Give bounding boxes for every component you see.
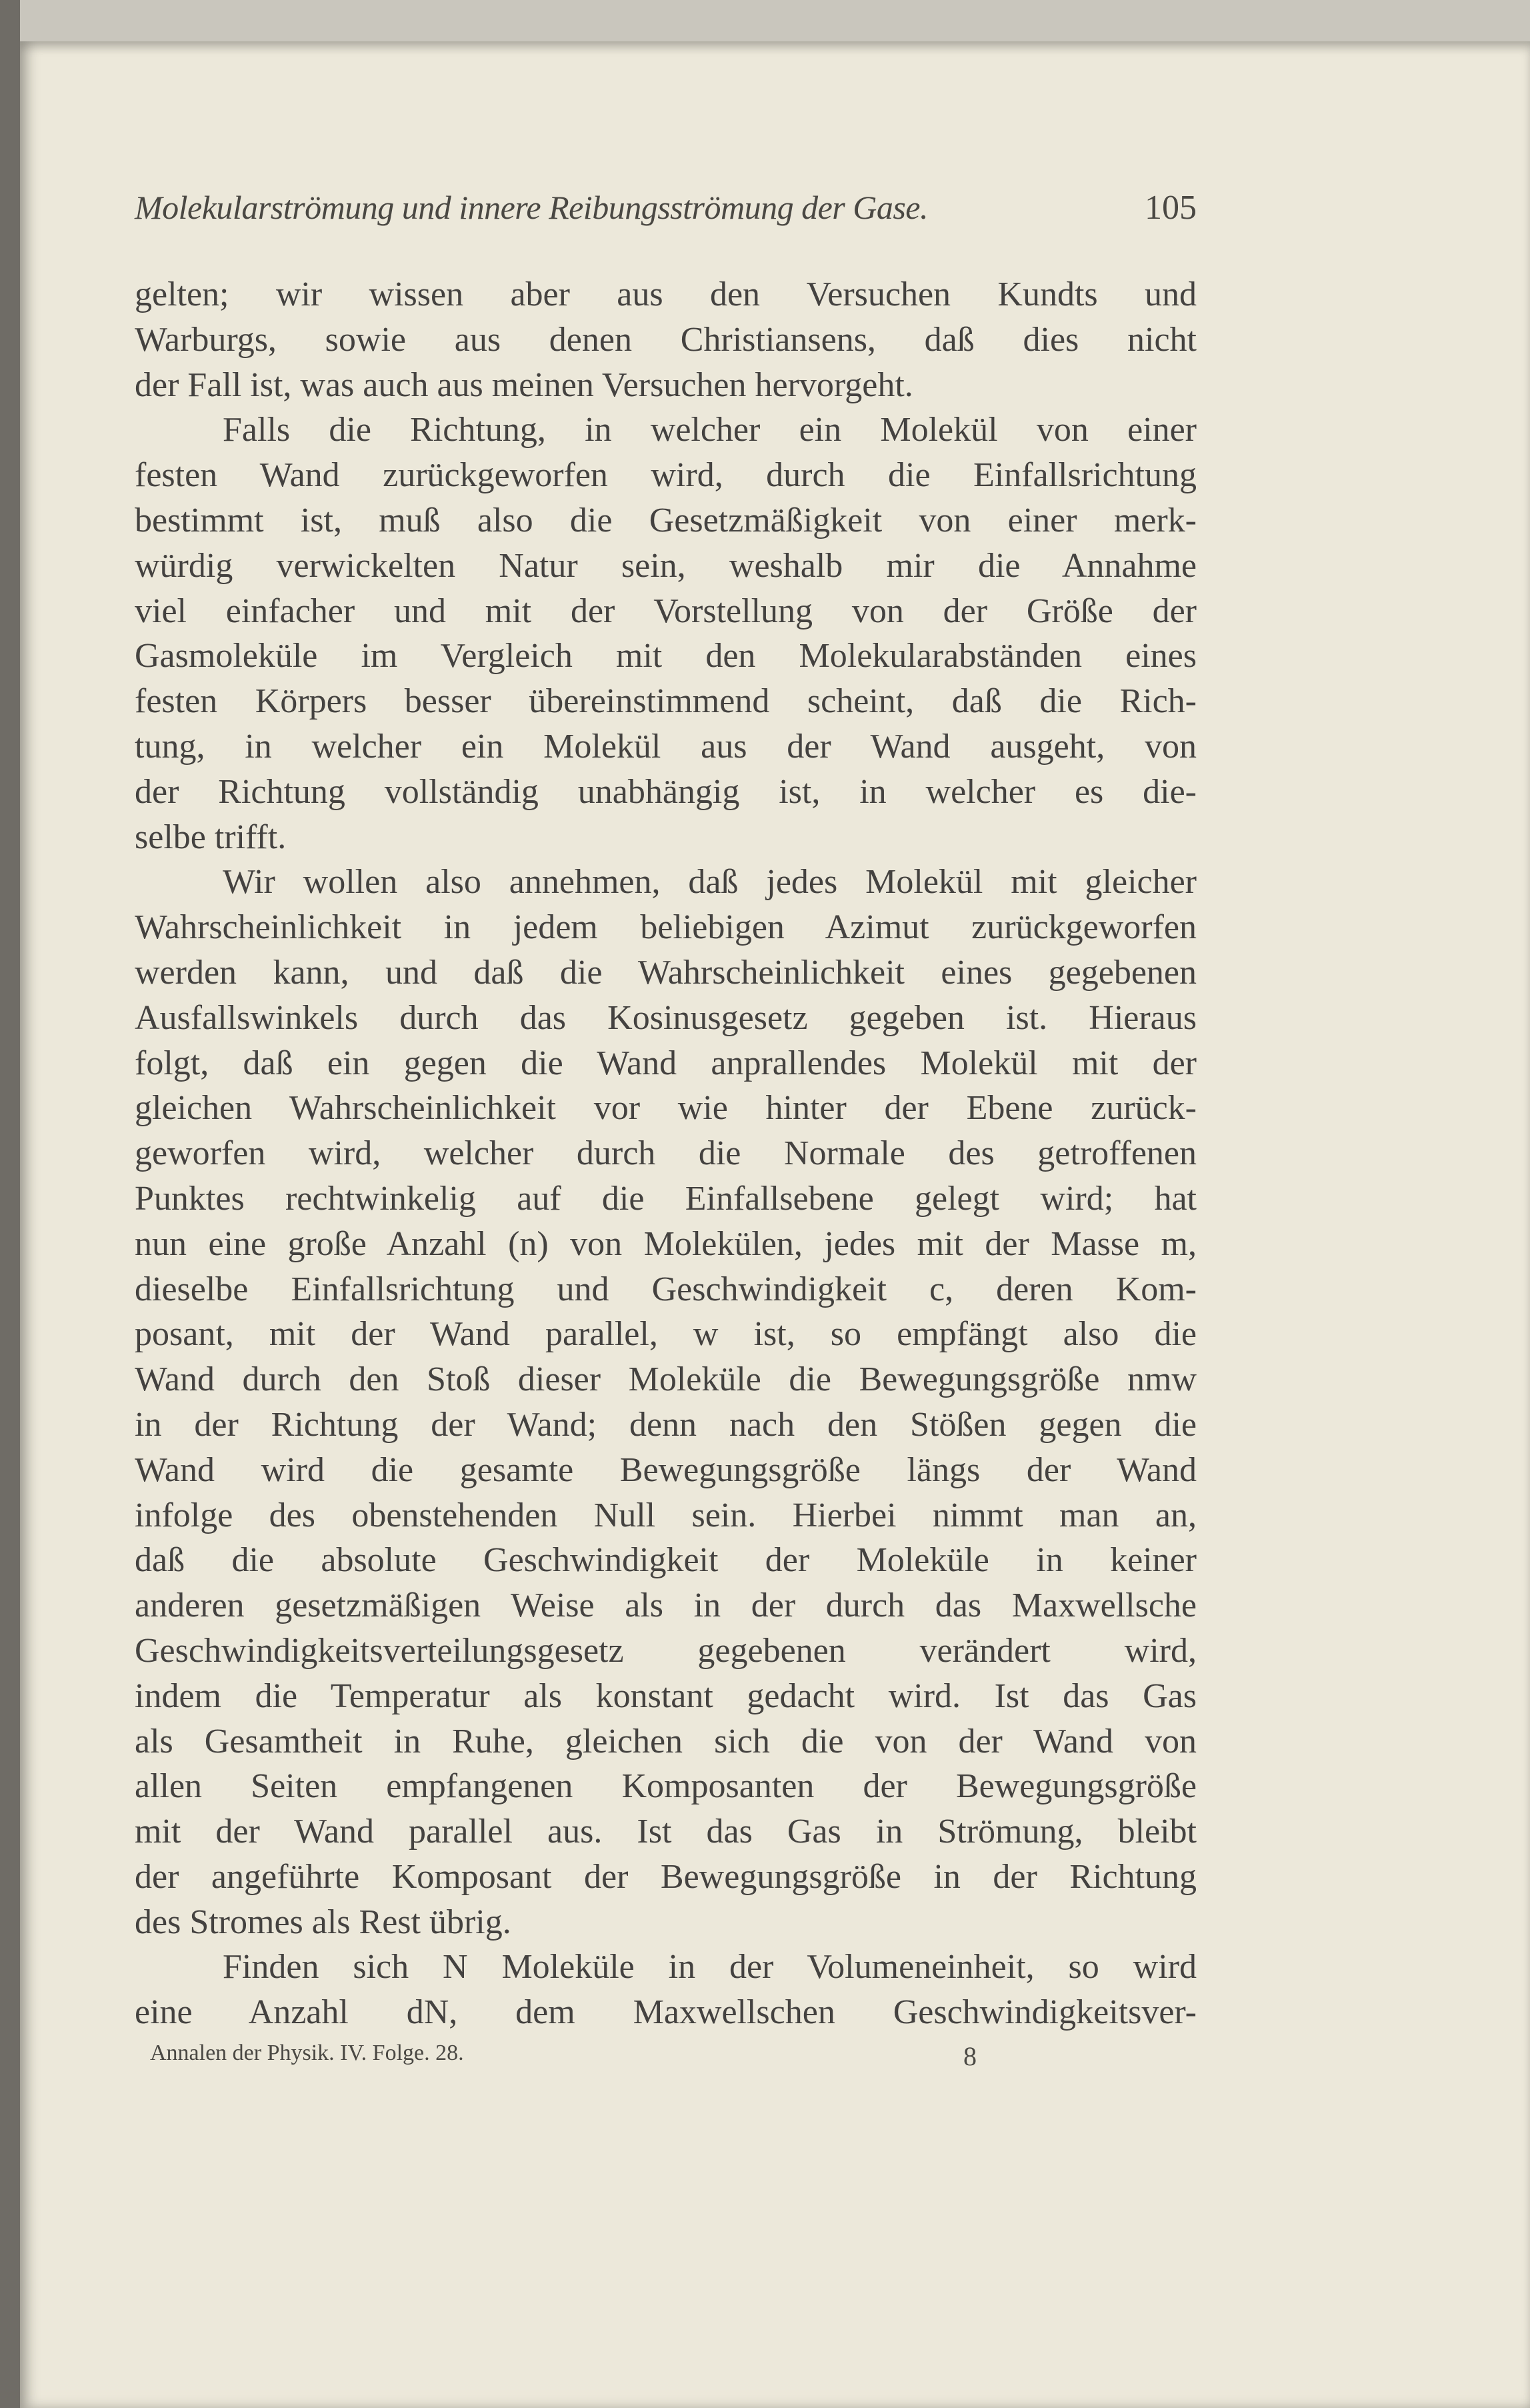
text-line: dieselbe Einfallsrichtung und Geschwindigkeit c, deren Kom- xyxy=(135,1270,1197,1308)
page-number: 105 xyxy=(1145,189,1197,227)
text-line: indem die Temperatur als konstant gedacht wird. Ist das Gas xyxy=(135,1676,1197,1715)
text-line: festen Wand zurückgeworfen wird, durch die Einfallsrichtung xyxy=(135,456,1197,495)
text-line: eine Anzahl dN, dem Maxwellschen Geschwindigkeitsver- xyxy=(135,1993,1197,2032)
text-line: der angeführte Komposant der Bewegungsgröße in der Richtung xyxy=(135,1857,1197,1896)
text-line: infolge des obenstehenden Null sein. Hierbei nimmt man an, xyxy=(135,1496,1197,1534)
text-line: werden kann, und daß die Wahrscheinlichkeit eines gegebenen xyxy=(135,953,1197,992)
book-edge xyxy=(0,0,20,2408)
text-line: Falls die Richtung, in welcher ein Molekül von einer xyxy=(223,411,1197,449)
text-line: Gasmoleküle im Vergleich mit den Molekularabständen eines xyxy=(135,637,1197,676)
page-footer xyxy=(150,2041,983,2071)
text-line: daß die absolute Geschwindigkeit der Moleküle in keiner xyxy=(135,1541,1197,1580)
text-line: folgt, daß ein gegen die Wand anprallendes Molekül mit der xyxy=(135,1044,1197,1082)
journal-footer: Annalen der Physik. IV. Folge. 28. xyxy=(150,2041,464,2065)
text-line: Wand durch den Stoß dieser Moleküle die Bewegungsgröße nmw xyxy=(135,1360,1197,1399)
text-line: viel einfacher und mit der Vorstellung von der Größe der xyxy=(135,591,1197,630)
text-line: Warburgs, sowie aus denen Christiansens, daß dies nicht xyxy=(135,320,1197,359)
text-line: gelten; wir wissen aber aus den Versuchen Kundts und xyxy=(135,275,1197,313)
text-line: Ausfallswinkels durch das Kosinusgesetz gegeben ist. Hieraus xyxy=(135,998,1197,1037)
text-line: würdig verwickelten Natur sein, weshalb mir die Annahme xyxy=(135,546,1197,585)
running-header xyxy=(135,188,1197,235)
text-line: posant, mit der Wand parallel, w ist, so empfängt also die xyxy=(135,1315,1197,1354)
text-line: allen Seiten empfangenen Komposanten der Bewegungsgröße xyxy=(135,1767,1197,1806)
text-line: der Fall ist, was auch aus meinen Versuchen hervorgeht. xyxy=(135,365,913,404)
text-line: gleichen Wahrscheinlichkeit vor wie hinter der Ebene zurück- xyxy=(135,1089,1197,1128)
text-line: festen Körpers besser übereinstimmend scheint, daß die Rich- xyxy=(135,682,1197,721)
text-line: Wand wird die gesamte Bewegungsgröße längs der Wand xyxy=(135,1450,1197,1489)
text-line: Geschwindigkeitsverteilungsgesetz gegebenen verändert wird, xyxy=(135,1631,1197,1670)
text-line: in der Richtung der Wand; denn nach den Stößen gegen die xyxy=(135,1405,1197,1444)
text-line: Wir wollen also annehmen, daß jedes Molekül mit gleicher xyxy=(223,863,1197,902)
body-text xyxy=(135,272,1197,2035)
signature-mark: 8 xyxy=(963,2041,977,2071)
text-line: tung, in welcher ein Molekül aus der Wand ausgeht, von xyxy=(135,727,1197,766)
text-line: Finden sich N Moleküle in der Volumeneinheit, so wird xyxy=(223,1948,1197,1987)
text-line: selbe trifft. xyxy=(135,818,287,856)
text-line: mit der Wand parallel aus. Ist das Gas in Strömung, bleibt xyxy=(135,1813,1197,1851)
text-line: anderen gesetzmäßigen Weise als in der durch das Maxwellsche xyxy=(135,1586,1197,1625)
text-line: der Richtung vollständig unabhängig ist, in welcher es die- xyxy=(135,772,1197,811)
text-line: bestimmt ist, muß also die Gesetzmäßigkeit von einer merk- xyxy=(135,501,1197,539)
text-line: Punktes rechtwinkelig auf die Einfallsebene gelegt wird; hat xyxy=(135,1179,1197,1218)
text-line: als Gesamtheit in Ruhe, gleichen sich die von der Wand von xyxy=(135,1722,1197,1760)
text-line: des Stromes als Rest übrig. xyxy=(135,1903,511,1941)
text-line: Wahrscheinlichkeit in jedem beliebigen Azimut zurückgeworfen xyxy=(135,908,1197,947)
text-line: geworfen wird, welcher durch die Normale des getroffenen xyxy=(135,1134,1197,1173)
text-line: nun eine große Anzahl (n) von Molekülen, jedes mit der Masse m, xyxy=(135,1224,1197,1263)
running-title: Molekularströmung und innere Reibungsströmung der Gase. xyxy=(135,189,928,226)
